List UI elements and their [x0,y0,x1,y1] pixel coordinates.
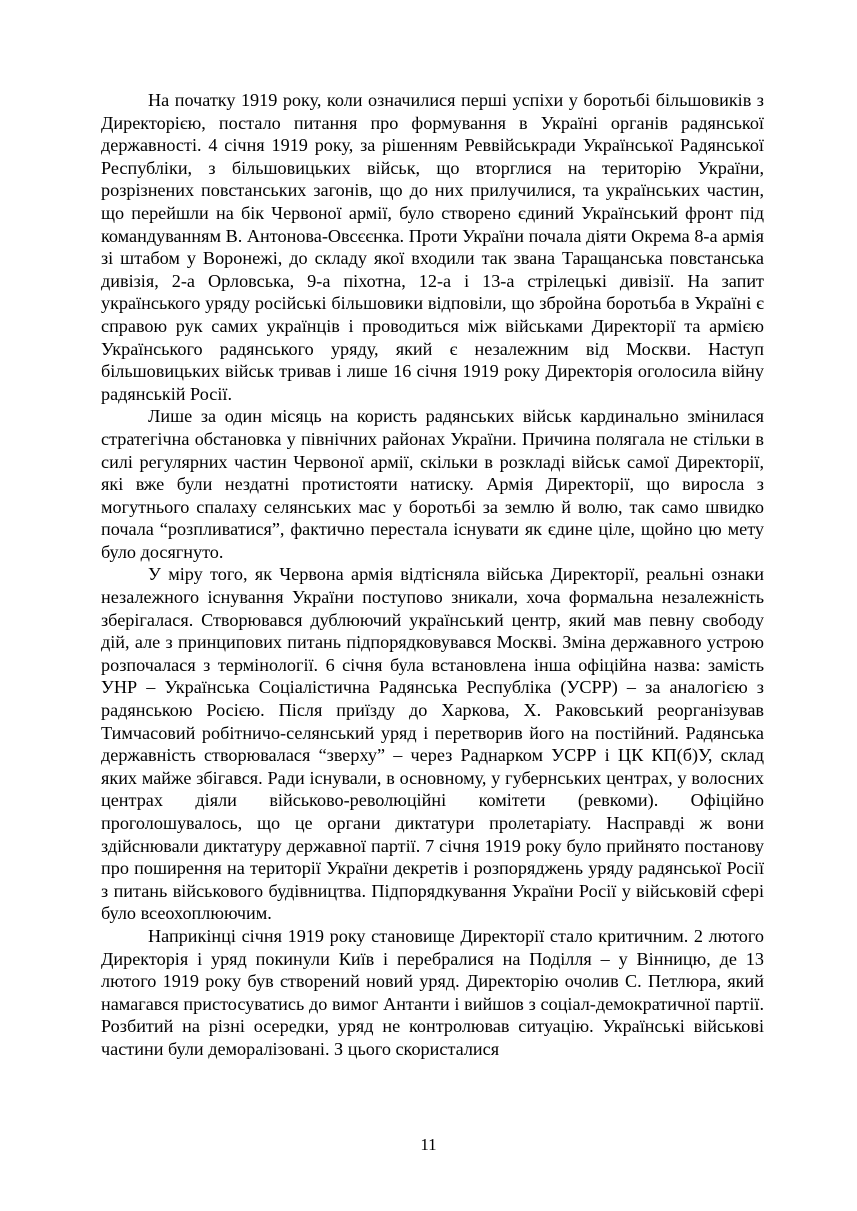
document-body [101,89,764,1061]
page-number: 11 [420,1135,437,1154]
paragraph-1: На початку 1919 року, коли означилися перші успіхи у боротьбі більшовиків з Директорією, постало питання про формування в Україні органів радянської державності. 4 січня 1919 року, за рішенням Реввійськради Української Радянської Республіки, з більшовицьких військ, що вторглися на територію України, розрізнених повстанських загонів, що до них прилучилися, та українських частин, що перейшли на бік Червоної армії, було створено єдиний Український фронт під командуванням В. Антонова-Овсєєнка. Проти України почала діяти Окрема 8-а армія зі штабом у Воронежі, до складу якої входили так звана Таращанська повстанська дивізія, 2-а Орловська, 9-а піхотна, 12-а і 13-а стрілецькі дивізії. На запит українського уряду російські більшовики відповіли, що збройна боротьба в Україні є справою рук самих українців і проводиться між військами Директорії та армією Українського радянського уряду, який є незалежним від Москви. Наступ більшовицьких військ тривав і лише 16 січня 1919 року Директорія оголосила війну радянській Росії. [101,90,764,404]
paragraph-4: Наприкінці січня 1919 року становище Директорії стало критичним. 2 лютого Директорія і уряд покинули Київ і перебралися на Поділля – у Вінницю, де 13 лютого 1919 року був створений новий уряд. Директорію очолив С. Петлюра, який намагався пристосуватись до вимог Антанти і вийшов з соціал-демократичної партії. Розбитий на різні осередки, уряд не контролював ситуацію. Українські військові частини були деморалізовані. З цього скористалися [101,925,764,1059]
paragraph-2: Лише за один місяць на користь радянських військ кардинально змінилася стратегічна обстановка у північних районах України. Причина полягала не стільки в силі регулярних частин Червоної армії, скільки в розкладі військ самої Директорії, які вже були нездатні протистояти натиску. Армія Директорії, що виросла з могутнього спалаху селянських мас у боротьбі за землю й волю, так само швидко почала “розпливатися”, фактично перестала існувати як єдине ціле, щойно цю мету було досягнуто. [101,406,764,562]
paragraph-3: У міру того, як Червона армія відтісняла війська Директорії, реальні ознаки незалежного існування України поступово зникали, хоча формальна незалежність зберігалася. Створювався дублюючий український центр, який мав певну свободу дій, але з принципових питань підпорядковувався Москві. Зміна державного устрою розпочалася з термінології. 6 січня була встановлена інша офіційна назва: замість УНР – Українська Соціалістична Радянська Республіка (УСРР) – за аналогією з радянською Росією. Після приїзду до Харкова, Х. Раковський реорганізував Тимчасовий робітничо-селянський уряд і перетворив його на постійний. Радянська державність створювалася “зверху” – через Раднарком УСРР і ЦК КП(б)У, склад яких майже збігався. Ради існували, в основному, у губернських центрах, у волосних центрах діяли військово-революційні комітети (ревкоми). Офіційно проголошувалось, що це органи диктатури пролетаріату. Насправді ж вони здійснювали диктатуру державної партії. 7 січня 1919 року було прийнято постанову про поширення на території України декретів і розпоряджень уряду радянської Росії з питань військового будівництва. Підпорядкування України Росії у військовій сфері було всеохоплюючим. [101,564,764,924]
